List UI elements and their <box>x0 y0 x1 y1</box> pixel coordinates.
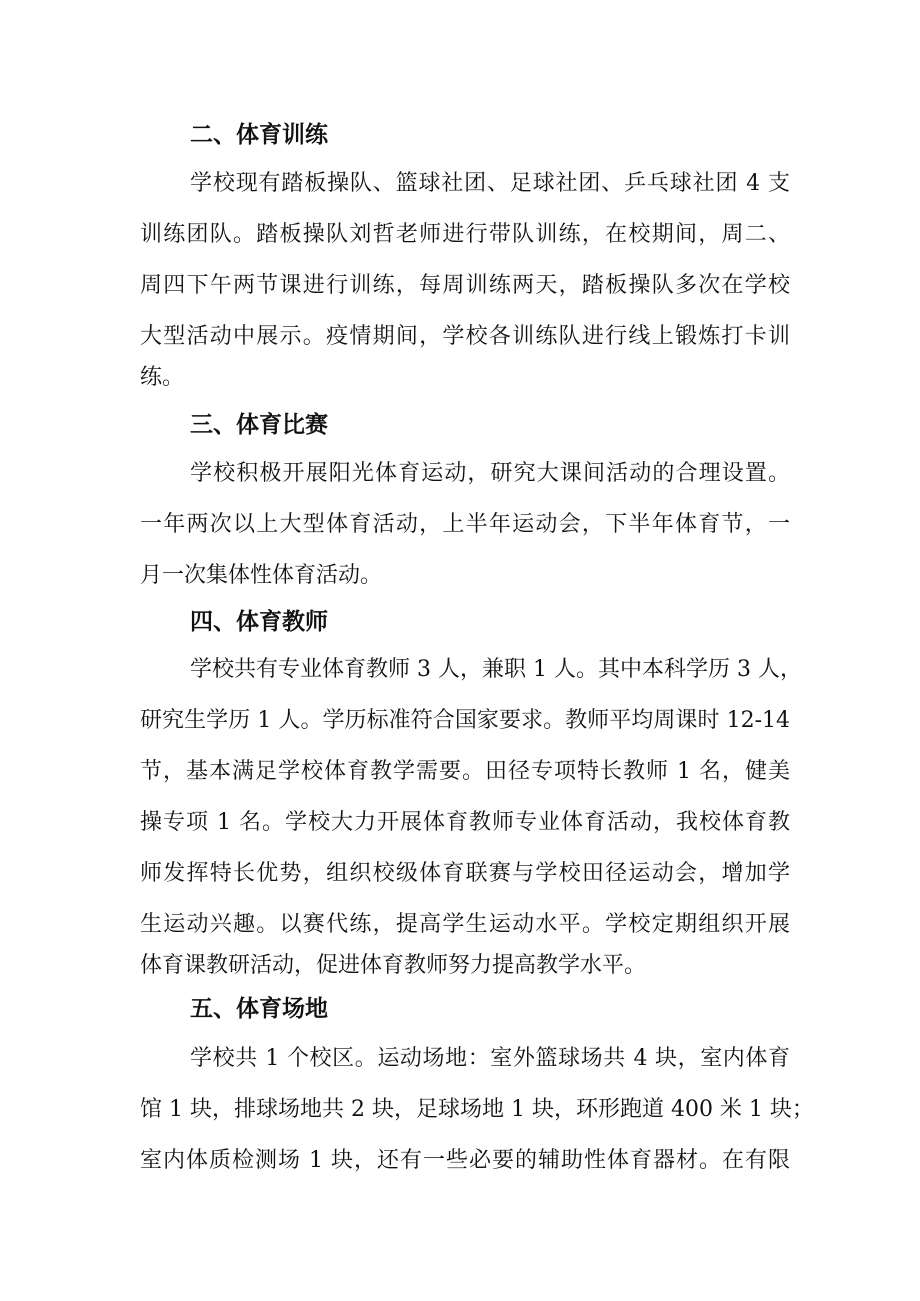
section-heading-venues: 五、体育场地 <box>190 996 328 1022</box>
paragraph-line: 大型活动中展示。疫情期间，学校各训练队进行线上锻炼打卡训 <box>140 324 790 349</box>
paragraph-line: 节，基本满足学校体育教学需要。田径专项特长教师 1 名，健美 <box>140 759 790 784</box>
paragraph-line: 学校积极开展阳光体育运动，研究大课间活动的合理设置。 <box>190 461 790 486</box>
paragraph-line: 师发挥特长优势，组织校级体育联赛与学校田径运动会，增加学 <box>140 861 790 886</box>
paragraph-line: 月一次集体性体育活动。 <box>140 563 383 588</box>
paragraph-line: 训练团队。踏板操队刘哲老师进行带队训练，在校期间，周二、 <box>140 222 790 247</box>
paragraph-line: 馆 1 块，排球场地共 2 块，足球场地 1 块，环形跑道 400 米 1 块； <box>140 1097 814 1122</box>
paragraph-line: 研究生学历 1 人。学历标准符合国家要求。教师平均周课时 12-14 <box>140 708 790 733</box>
paragraph-line: 学校共 1 个校区。运动场地：室外篮球场共 4 块，室内体育 <box>190 1046 790 1071</box>
paragraph-line: 体育课教研活动，促进体育教师努力提高教学水平。 <box>140 953 647 978</box>
paragraph-line: 生运动兴趣。以赛代练，提高学生运动水平。学校定期组织开展 <box>140 912 790 937</box>
paragraph-line: 学校共有专业体育教师 3 人，兼职 1 人。其中本科学历 3 人， <box>190 657 802 682</box>
paragraph-line: 一年两次以上大型体育活动，上半年运动会，下半年体育节，一 <box>140 512 790 537</box>
paragraph-line: 学校现有踏板操队、篮球社团、足球社团、乒乓球社团 4 支 <box>190 171 790 196</box>
section-heading-competition: 三、体育比赛 <box>190 412 328 438</box>
paragraph-line: 练。 <box>140 365 185 390</box>
paragraph-line: 室内体质检测场 1 块，还有一些必要的辅助性体育器材。在有限 <box>140 1148 790 1173</box>
paragraph-line: 周四下午两节课进行训练，每周训练两天，踏板操队多次在学校 <box>140 273 790 298</box>
section-heading-training: 二、体育训练 <box>190 122 328 148</box>
paragraph-line: 操专项 1 名。学校大力开展体育教师专业体育活动，我校体育教 <box>140 810 790 835</box>
section-heading-teachers: 四、体育教师 <box>190 609 328 635</box>
